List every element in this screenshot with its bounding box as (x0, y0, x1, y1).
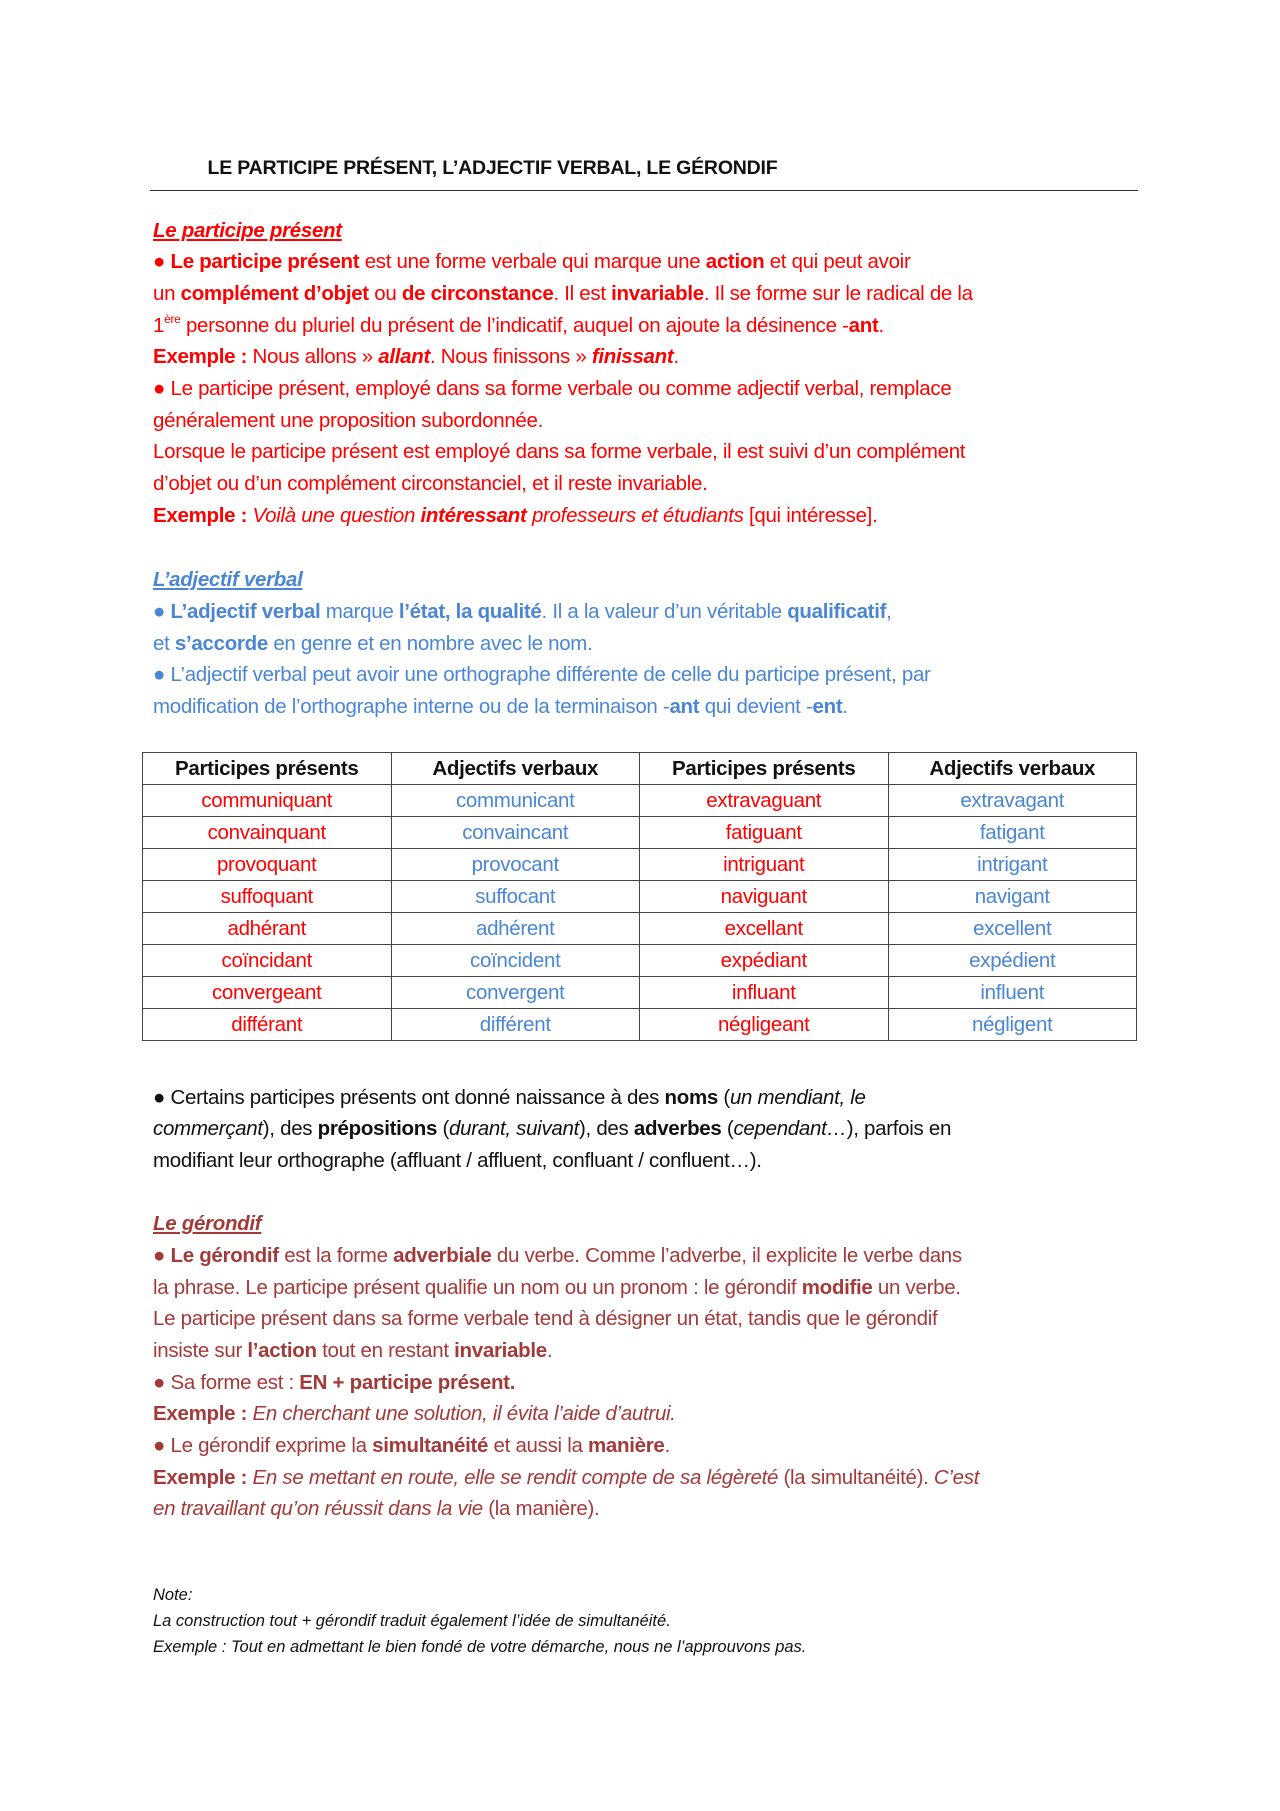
text: ), des (262, 1117, 318, 1140)
adjectif-cell: négligent (888, 1009, 1137, 1041)
gerondif-line-4 (153, 1335, 552, 1367)
participe-cell: provoquant (143, 849, 392, 881)
bold-term: complément d’objet (180, 282, 369, 305)
text: et aussi la (488, 1434, 588, 1457)
adjectif-cell: navigant (888, 881, 1137, 913)
note-line-2: Exemple : Tout en admettant le bien fondé de votre démarche, nous ne l’approuvons pas. (153, 1638, 807, 1656)
text: . (878, 314, 884, 337)
text: un (153, 282, 181, 305)
adjectif-line-1 (153, 596, 892, 628)
participe-line-7: Lorsque le participe présent est employé dans sa forme verbale, il est suivi d’un complément (153, 440, 966, 463)
bold-term: invariable (454, 1339, 547, 1362)
gerondif-line-1 (153, 1240, 962, 1272)
adjectif-cell: suffocant (391, 881, 640, 913)
text: personne du pluriel du présent de l’indicatif, auquel on ajoute la désinence - (180, 314, 849, 337)
bullet: ● (153, 250, 171, 273)
adjectif-cell: influent (888, 977, 1137, 1009)
table-row (143, 913, 1137, 945)
italic-text: un mendiant, le (729, 1086, 866, 1109)
adjectif-cell: intrigant (888, 849, 1137, 881)
column-header: Adjectifs verbaux (888, 753, 1137, 785)
gerondif-example-1 (153, 1398, 676, 1430)
section-heading-adjectif: L’adjectif verbal (153, 568, 303, 591)
text: , (886, 600, 892, 623)
noms-line-2 (153, 1113, 951, 1145)
adjectif-cell: convaincant (391, 817, 640, 849)
text: et qui peut avoir (764, 250, 911, 273)
section-heading-gerondif: Le gérondif (153, 1212, 262, 1235)
bold-term: Le participe présent (170, 250, 360, 273)
bold-term: EN + participe présent. (299, 1371, 516, 1394)
title-divider (150, 190, 1138, 191)
text: ( (437, 1117, 450, 1140)
note-label: Note: (153, 1586, 193, 1604)
table-row (143, 945, 1137, 977)
column-header: Adjectifs verbaux (391, 753, 640, 785)
bold-term: l’action (247, 1339, 317, 1362)
table-row (143, 881, 1137, 913)
table-row (143, 977, 1137, 1009)
italic-text: commerçant (153, 1117, 263, 1140)
participe-line-2 (153, 278, 973, 310)
gerondif-example-2-cont (153, 1493, 599, 1525)
text: modification de l’orthographe interne ou de la terminaison - (153, 695, 670, 718)
italic-text: C’est (933, 1466, 980, 1489)
participe-cell: naviguant (640, 881, 889, 913)
text: ● Le gérondif exprime la (153, 1434, 373, 1457)
participe-cell: intriguant (640, 849, 889, 881)
bold-term: finissant (591, 345, 674, 368)
gerondif-line-5 (153, 1367, 515, 1399)
page-title: LE PARTICIPE PRÉSENT, L’ADJECTIF VERBAL, LE GÉRONDIF (207, 157, 778, 179)
gerondif-line-7 (153, 1430, 670, 1462)
text: ), des (579, 1117, 634, 1140)
adjectif-line-3: ● L’adjectif verbal peut avoir une orthographe différente de celle du participe présent, par (153, 663, 931, 686)
bold-term: qualificatif (787, 600, 887, 623)
participe-cell: communiquant (143, 785, 392, 817)
gerondif-example-2 (153, 1462, 979, 1494)
participe-example-2 (153, 500, 877, 532)
superscript: ère (164, 312, 181, 326)
text: Nous allons » (247, 345, 379, 368)
bullet: ● (153, 600, 171, 623)
participe-line-8: d’objet ou d’un complément circonstanciel, et il reste invariable. (153, 472, 708, 495)
bold-term: adverbiale (393, 1244, 492, 1267)
participe-cell: adhérant (143, 913, 392, 945)
participe-cell: expédiant (640, 945, 889, 977)
bold-term: l’état, la qualité (398, 600, 542, 623)
text: . (664, 1434, 670, 1457)
adjectif-cell: adhérent (391, 913, 640, 945)
text: est une forme verbale qui marque une (359, 250, 706, 273)
text: 1 (153, 314, 165, 337)
example-label: Exemple : (153, 504, 248, 527)
bold-term: ant (669, 695, 700, 718)
bold-term: s’accorde (174, 632, 268, 655)
column-header: Participes présents (640, 753, 889, 785)
adjectif-cell: expédient (888, 945, 1137, 977)
text: . Il a la valeur d’un véritable (541, 600, 788, 623)
table-row (143, 785, 1137, 817)
bold-term: L’adjectif verbal (170, 600, 321, 623)
participe-line-1 (153, 246, 910, 278)
table-row (143, 1009, 1137, 1041)
text: en genre et en nombre avec le nom. (267, 632, 593, 655)
adjectif-cell: convergent (391, 977, 640, 1009)
column-header: Participes présents (143, 753, 392, 785)
participe-cell: différant (143, 1009, 392, 1041)
text: est la forme (278, 1244, 394, 1267)
text: . (673, 345, 679, 368)
text: qui devient - (699, 695, 813, 718)
participe-line-3 (153, 310, 884, 342)
gerondif-line-2 (153, 1272, 961, 1304)
adjectif-line-4 (153, 691, 848, 723)
text: . (842, 695, 848, 718)
bold-term: prépositions (317, 1117, 438, 1140)
participe-cell: fatiguant (640, 817, 889, 849)
text: . Il est (553, 282, 612, 305)
text: (la simultanéité). (778, 1466, 934, 1489)
bold-term: manière (587, 1434, 665, 1457)
text: marque (320, 600, 399, 623)
table-header-row (143, 753, 1137, 785)
text: . Nous finissons » (430, 345, 592, 368)
participe-example-1 (153, 341, 679, 373)
participe-cell: extravaguant (640, 785, 889, 817)
italic-text: En cherchant une solution, il évita l’aide d’autrui. (247, 1402, 676, 1425)
table-row (143, 817, 1137, 849)
text: et (153, 632, 175, 655)
text: ou (368, 282, 402, 305)
italic-text: durant, suivant (449, 1117, 579, 1140)
noms-line-1 (153, 1082, 866, 1114)
participe-cell: négligeant (640, 1009, 889, 1041)
text: un verbe. (872, 1276, 961, 1299)
text: [qui intéresse]. (743, 504, 878, 527)
adjectif-cell: excellent (888, 913, 1137, 945)
participe-adjectif-table (142, 752, 1137, 1041)
text: insiste sur (153, 1339, 248, 1362)
bold-term: de circonstance (401, 282, 554, 305)
participe-cell: coïncidant (143, 945, 392, 977)
adjectif-line-2 (153, 628, 592, 660)
text: . (546, 1339, 553, 1362)
participe-line-5: ● Le participe présent, employé dans sa forme verbale ou comme adjectif verbal, remplace (153, 377, 952, 400)
bold-term: intéressant (420, 504, 527, 527)
text: Voilà une question (247, 504, 421, 527)
section-heading-participe: Le participe présent (153, 219, 342, 242)
bold-term: action (705, 250, 765, 273)
text: ), parfois en (846, 1117, 952, 1140)
bold-term: adverbes (633, 1117, 722, 1140)
example-label: Exemple : (153, 1402, 248, 1425)
text: tout en restant (316, 1339, 455, 1362)
participe-cell: convergeant (143, 977, 392, 1009)
bold-term: invariable (611, 282, 704, 305)
text: . Il se forme sur le radical de la (703, 282, 973, 305)
adjectif-cell: fatigant (888, 817, 1137, 849)
italic-text: En se mettant en route, elle se rendit compte de sa légèreté (247, 1466, 779, 1489)
bold-term: noms (664, 1086, 718, 1109)
participe-cell: excellant (640, 913, 889, 945)
text: ● Sa forme est : (153, 1371, 300, 1394)
text: professeurs et étudiants (526, 504, 744, 527)
example-label: Exemple : (153, 345, 248, 368)
noms-line-3: modifiant leur orthographe (affluant / affluent, confluant / confluent…). (153, 1149, 762, 1172)
bold-term: simultanéité (372, 1434, 489, 1457)
participe-cell: influant (640, 977, 889, 1009)
adjectif-cell: différent (391, 1009, 640, 1041)
italic-text: cependant… (733, 1117, 847, 1140)
text: du verbe. Comme l’adverbe, il explicite le verbe dans (491, 1244, 962, 1267)
example-label: Exemple : (153, 1466, 248, 1489)
text: la phrase. Le participe présent qualifie un nom ou un pronom : le gérondif (153, 1276, 802, 1299)
italic-text: en travaillant qu’on réussit dans la vie (153, 1497, 483, 1520)
text: ● Certains participes présents ont donné naissance à des (153, 1086, 665, 1109)
text: (la manière). (482, 1497, 600, 1520)
participe-cell: suffoquant (143, 881, 392, 913)
bold-term: ant (848, 314, 879, 337)
note-line-1: La construction tout + gérondif traduit également l’idée de simultanéité. (153, 1612, 671, 1630)
table-row (143, 849, 1137, 881)
bold-term: ent (812, 695, 843, 718)
participe-cell: convainquant (143, 817, 392, 849)
bold-term: modifie (801, 1276, 873, 1299)
adjectif-cell: communicant (391, 785, 640, 817)
adjectif-cell: extravagant (888, 785, 1137, 817)
text: ( (718, 1086, 730, 1109)
text: ( (721, 1117, 734, 1140)
adjectif-cell: provocant (391, 849, 640, 881)
bullet: ● (153, 1244, 171, 1267)
bold-term: allant (378, 345, 431, 368)
gerondif-line-3: Le participe présent dans sa forme verbale tend à désigner un état, tandis que le gérondif (153, 1307, 938, 1330)
adjectif-cell: coïncident (391, 945, 640, 977)
bold-term: Le gérondif (170, 1244, 279, 1267)
participe-line-6: généralement une proposition subordonnée. (153, 409, 544, 432)
